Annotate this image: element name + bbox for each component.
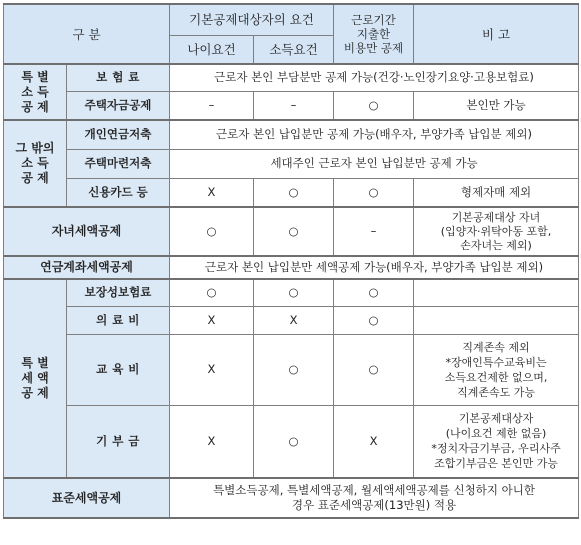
donation-period: X [334,405,414,478]
housing-fund-period: ○ [334,91,414,120]
row-label-standard-tax-credit: 표준세액공제 [4,478,170,518]
pension-account-merged-note: 근로자 본인 납입분만 세액공제 가능(배우자, 부양가족 납입분 제외) [170,256,579,279]
insurance-merged-note: 근로자 본인 부담분만 공제 가능(건강·노인장기요양·고용보험료) [170,64,579,91]
housing-fund-age: – [170,91,254,120]
protective-insurance-income: ○ [254,279,334,306]
credit-card-income: ○ [254,178,334,207]
medical-note [414,306,579,334]
credit-card-age: X [170,178,254,207]
medical-income: X [254,306,334,334]
pension-saving-merged-note: 근로자 본인 납입분만 공제 가능(배우자, 부양가족 납입분 제외) [170,120,579,149]
row-label-medical-expenses: 의 료 비 [67,306,170,334]
group-special-tax-credit: 특 별 세 액 공 제 [4,279,67,478]
protective-insurance-period: ○ [334,279,414,306]
housing-fund-note: 본인만 가능 [414,91,579,120]
child-credit-period: – [334,207,414,256]
donation-income: ○ [254,405,334,478]
group-special-income-deduction: 특 별 소 득 공 제 [4,64,67,120]
education-period: ○ [334,334,414,405]
row-label-housing-saving: 주택마련저축 [67,149,170,178]
housing-saving-merged-note: 세대주인 근로자 본인 납입분만 공제 가능 [170,149,579,178]
standard-credit-merged-note: 특별소득공제, 특별세액공제, 월세액세액공제를 신청하지 아니한 경우 표준세액공제(13만원) 적용 [170,478,579,518]
row-label-pension-saving: 개인연금저축 [67,120,170,149]
row-label-donations: 기 부 금 [67,405,170,478]
protective-insurance-note [414,279,579,306]
credit-card-period: ○ [334,178,414,207]
child-credit-income: ○ [254,207,334,256]
education-age: X [170,334,254,405]
row-label-education-expenses: 교 육 비 [67,334,170,405]
credit-card-note: 형제자매 제외 [414,178,579,207]
housing-fund-income: – [254,91,334,120]
donation-age: X [170,405,254,478]
medical-age: X [170,306,254,334]
header-income-requirement: 소득요건 [254,35,334,64]
medical-period: ○ [334,306,414,334]
row-label-credit-card: 신용카드 등 [67,178,170,207]
group-other-income-deduction: 그 밖의 소 득 공 제 [4,120,67,207]
row-label-pension-account-credit: 연금계좌세액공제 [4,256,170,279]
header-period-requirement: 근로기간 지출한 비용만 공제 [334,4,414,64]
child-credit-age: ○ [170,207,254,256]
row-label-protective-insurance: 보장성보험료 [67,279,170,306]
donation-note: 기본공제대상자 (나이요건 제한 없음) *정치자금기부금, 우리사주 조합기부금은 본인만 가능 [414,405,579,478]
tax-deduction-table [3,3,579,519]
row-label-housing-fund: 주택자금공제 [67,91,170,120]
education-note: 직계존속 제외 *장애인특수교육비는 소득요건제한 없으며, 직계존속도 가능 [414,334,579,405]
row-label-child-tax-credit: 자녀세액공제 [4,207,170,256]
child-credit-note: 기본공제대상 자녀 (입양자·위탁아동 포함, 손자녀는 제외) [414,207,579,256]
protective-insurance-age: ○ [170,279,254,306]
header-basic-deduction-requirements: 기본공제대상자의 요건 [170,4,334,35]
header-remarks: 비 고 [414,4,579,64]
education-income: ○ [254,334,334,405]
header-age-requirement: 나이요건 [170,35,254,64]
header-category: 구 분 [4,4,170,64]
row-label-insurance: 보 험 료 [67,64,170,91]
